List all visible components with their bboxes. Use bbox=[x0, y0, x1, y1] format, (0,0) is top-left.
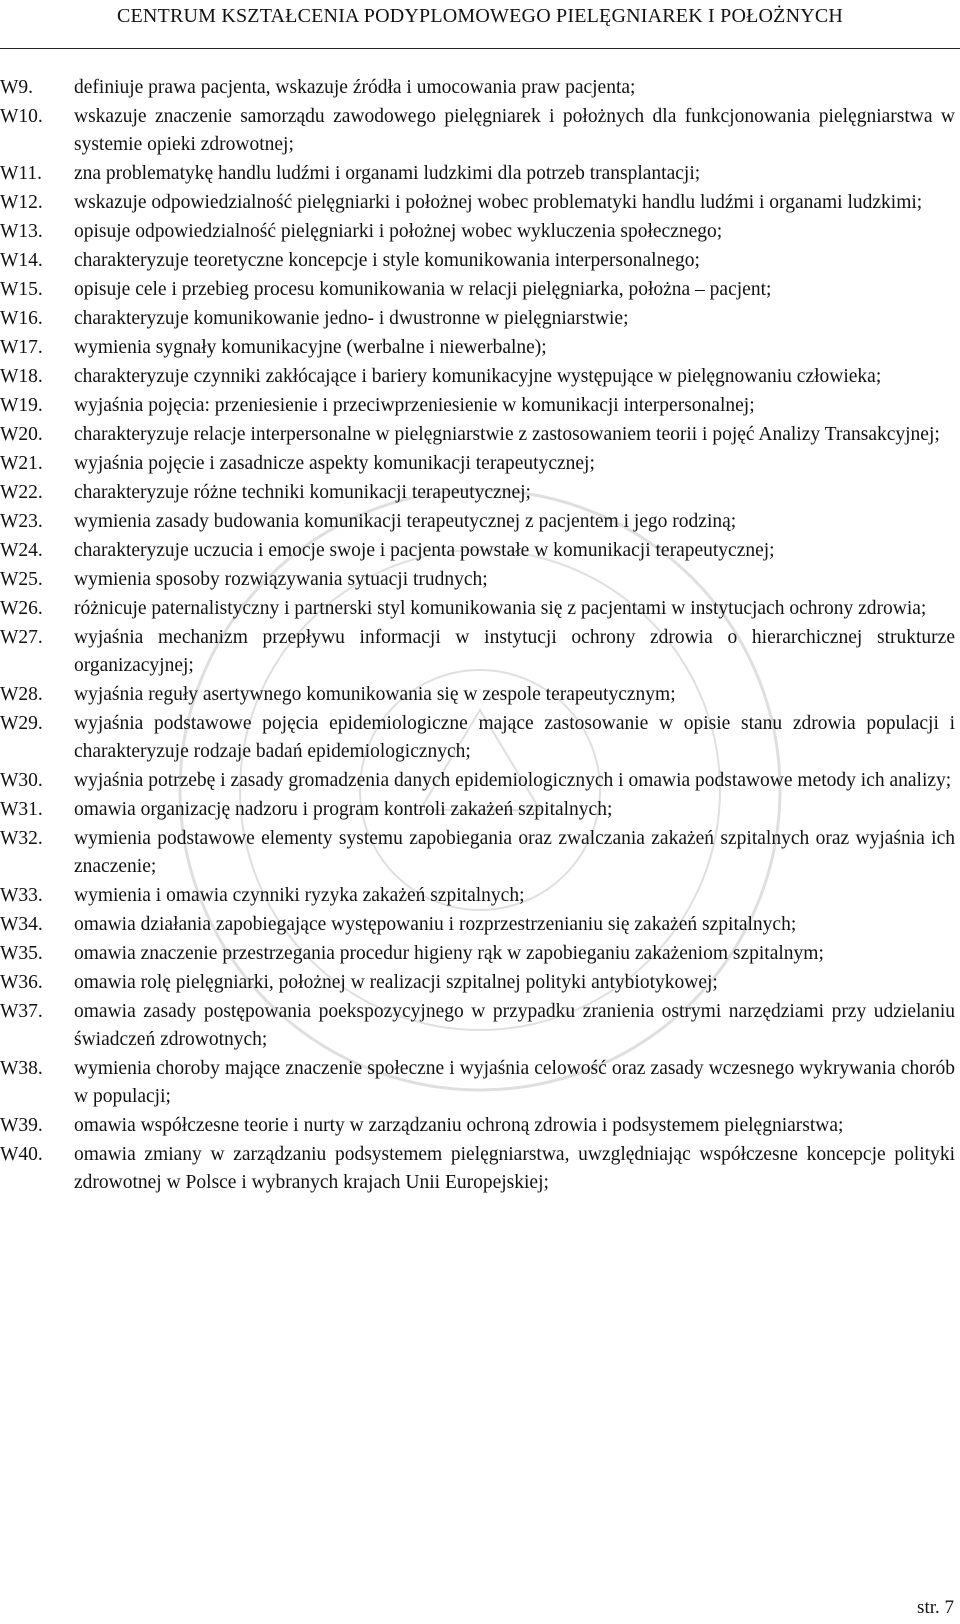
objective-item bbox=[0, 74, 955, 102]
objective-code: W23. bbox=[0, 511, 43, 532]
objective-item bbox=[0, 624, 955, 680]
objective-code: W37. bbox=[0, 1001, 43, 1022]
objective-code: W14. bbox=[0, 250, 43, 271]
objective-item bbox=[0, 566, 955, 594]
objective-code: W31. bbox=[0, 799, 43, 820]
objective-code: W10. bbox=[0, 106, 43, 127]
objective-code: W27. bbox=[0, 627, 43, 648]
objective-text: wymienia zasady budowania komunikacji terapeutycznej z pacjentem i jego rodziną; bbox=[74, 511, 737, 532]
objective-item bbox=[0, 421, 955, 449]
objective-code: W33. bbox=[0, 885, 43, 906]
objective-text: zna problematykę handlu ludźmi i organami ludzkimi dla potrzeb transplantacji; bbox=[74, 163, 701, 184]
objective-text: wyjaśnia reguły asertywnego komunikowania się w zespole terapeutycznym; bbox=[74, 684, 676, 705]
objective-item bbox=[0, 998, 955, 1054]
objective-code: W35. bbox=[0, 943, 43, 964]
objective-code: W39. bbox=[0, 1115, 43, 1136]
objective-text: omawia rolę pielęgniarki, położnej w realizacji szpitalnej polityki antybiotykowej; bbox=[74, 972, 718, 993]
objective-code: W22. bbox=[0, 482, 43, 503]
objective-code: W21. bbox=[0, 453, 43, 474]
objective-text: definiuje prawa pacjenta, wskazuje źródła i umocowania praw pacjenta; bbox=[74, 77, 636, 98]
objective-item bbox=[0, 969, 955, 997]
objective-text: wymienia i omawia czynniki ryzyka zakażeń szpitalnych; bbox=[74, 885, 525, 906]
objective-item bbox=[0, 1141, 955, 1197]
objective-code: W36. bbox=[0, 972, 43, 993]
objective-text: charakteryzuje różne techniki komunikacji terapeutycznej; bbox=[74, 482, 531, 503]
objective-code: W17. bbox=[0, 337, 43, 358]
objective-item bbox=[0, 334, 955, 362]
objective-code: W11. bbox=[0, 163, 43, 184]
objective-item bbox=[0, 710, 955, 766]
learning-objectives-list bbox=[0, 74, 955, 1198]
objective-text: wskazuje odpowiedzialność pielęgniarki i położnej wobec problematyki handlu ludźmi i organami ludzkimi; bbox=[74, 192, 923, 213]
objective-item bbox=[0, 882, 955, 910]
objective-code: W15. bbox=[0, 279, 43, 300]
objective-text: charakteryzuje komunikowanie jedno- i dwustronne w pielęgniarstwie; bbox=[74, 308, 629, 329]
objective-item bbox=[0, 479, 955, 507]
objective-item bbox=[0, 767, 955, 795]
objective-code: W26. bbox=[0, 598, 43, 619]
objective-item bbox=[0, 508, 955, 536]
objective-text: wskazuje znaczenie samorządu zawodowego pielęgniarek i położnych dla funkcjonowania pielęgniarstwa w systemie opieki zdrowotnej; bbox=[74, 106, 955, 155]
objective-item bbox=[0, 1055, 955, 1111]
objective-code: W13. bbox=[0, 221, 43, 242]
objective-code: W29. bbox=[0, 713, 43, 734]
objective-item bbox=[0, 189, 955, 217]
objective-text: omawia działania zapobiegające występowaniu i rozprzestrzenianiu się zakażeń szpitalnych; bbox=[74, 914, 797, 935]
objective-item bbox=[0, 595, 955, 623]
objective-code: W24. bbox=[0, 540, 43, 561]
objective-text: omawia zmiany w zarządzaniu podsystemem pielęgniarstwa, uwzględniając współczesne koncepcje polityki zdrowotnej w Polsce i wybranych krajach Unii Europejskiej; bbox=[74, 1144, 955, 1193]
objective-text: charakteryzuje czynniki zakłócające i bariery komunikacyjne występujące w pielęgnowaniu człowieka; bbox=[74, 366, 882, 387]
objective-text: wyjaśnia podstawowe pojęcia epidemiologiczne mające zastosowanie w opisie stanu zdrowia populacji i charakteryzuje rodzaje badań epidemiologicznych; bbox=[74, 713, 955, 762]
objective-code: W32. bbox=[0, 828, 43, 849]
objective-code: W40. bbox=[0, 1144, 43, 1165]
objective-item bbox=[0, 392, 955, 420]
page-header: CENTRUM KSZTAŁCENIA PODYPLOMOWEGO PIELĘGNIAREK I POŁOŻNYCH bbox=[116, 5, 844, 27]
objective-item bbox=[0, 103, 955, 159]
objective-text: wyjaśnia pojęcia: przeniesienie i przeciwprzeniesienie w komunikacji interpersonalnej; bbox=[74, 395, 755, 416]
objective-item bbox=[0, 218, 955, 246]
objective-item bbox=[0, 450, 955, 478]
objective-code: W34. bbox=[0, 914, 43, 935]
objective-text: wyjaśnia mechanizm przepływu informacji w instytucji ochrony zdrowia o hierarchicznej strukturze organizacyjnej; bbox=[74, 627, 955, 676]
objective-item bbox=[0, 276, 955, 304]
objective-item bbox=[0, 1112, 955, 1140]
objective-code: W9. bbox=[0, 77, 34, 98]
objective-text: wymienia sposoby rozwiązywania sytuacji trudnych; bbox=[74, 569, 488, 590]
objective-text: wyjaśnia pojęcie i zasadnicze aspekty komunikacji terapeutycznej; bbox=[74, 453, 595, 474]
objective-text: różnicuje paternalistyczny i partnerski styl komunikowania się z pacjentami w instytucjach ochrony zdrowia; bbox=[74, 598, 927, 619]
objective-text: omawia znaczenie przestrzegania procedur higieny rąk w zapobieganiu zakażeniom szpitalnym; bbox=[74, 943, 824, 964]
objective-text: omawia organizację nadzoru i program kontroli zakażeń szpitalnych; bbox=[74, 799, 613, 820]
objective-item bbox=[0, 160, 955, 188]
objective-item bbox=[0, 247, 955, 275]
objective-text: charakteryzuje uczucia i emocje swoje i pacjenta powstałe w komunikacji terapeutycznej; bbox=[74, 540, 775, 561]
objective-code: W28. bbox=[0, 684, 43, 705]
objective-item bbox=[0, 825, 955, 881]
objective-text: omawia współczesne teorie i nurty w zarządzaniu ochroną zdrowia i podsystemem pielęgniarstwa; bbox=[74, 1115, 844, 1136]
objective-code: W16. bbox=[0, 308, 43, 329]
objective-text: opisuje odpowiedzialność pielęgniarki i położnej wobec wykluczenia społecznego; bbox=[74, 221, 723, 242]
objective-text: charakteryzuje relacje interpersonalne w pielęgniarstwie z zastosowaniem teorii i pojęć Analizy Transakcyjnej; bbox=[74, 424, 940, 445]
objective-text: omawia zasady postępowania poekspozycyjnego w przypadku zranienia ostrymi narzędziami przy udzielaniu świadczeń zdrowotnych; bbox=[74, 1001, 955, 1050]
page-number: str. 7 bbox=[917, 1597, 954, 1618]
objective-code: W12. bbox=[0, 192, 43, 213]
header-divider bbox=[0, 48, 960, 49]
objective-text: wyjaśnia potrzebę i zasady gromadzenia danych epidemiologicznych i omawia podstawowe metody ich analizy; bbox=[74, 770, 952, 791]
objective-code: W38. bbox=[0, 1058, 43, 1079]
objective-text: wymienia sygnały komunikacyjne (werbalne i niewerbalne); bbox=[74, 337, 547, 358]
objective-text: wymienia choroby mające znaczenie społeczne i wyjaśnia celowość oraz zasady wczesnego wykrywania chorób w populacji; bbox=[74, 1058, 955, 1107]
objective-item bbox=[0, 940, 955, 968]
objective-code: W20. bbox=[0, 424, 43, 445]
objective-item bbox=[0, 681, 955, 709]
objective-code: W25. bbox=[0, 569, 43, 590]
objective-text: opisuje cele i przebieg procesu komunikowania w relacji pielęgniarka, położna – pacjent; bbox=[74, 279, 772, 300]
objective-code: W30. bbox=[0, 770, 43, 791]
objective-text: wymienia podstawowe elementy systemu zapobiegania oraz zwalczania zakażeń szpitalnych oraz wyjaśnia ich znaczenie; bbox=[74, 828, 955, 877]
objective-item bbox=[0, 911, 955, 939]
objective-code: W18. bbox=[0, 366, 43, 387]
objective-item bbox=[0, 363, 955, 391]
objective-code: W19. bbox=[0, 395, 43, 416]
objective-text: charakteryzuje teoretyczne koncepcje i style komunikowania interpersonalnego; bbox=[74, 250, 700, 271]
objective-item bbox=[0, 796, 955, 824]
objective-item bbox=[0, 537, 955, 565]
objective-item bbox=[0, 305, 955, 333]
